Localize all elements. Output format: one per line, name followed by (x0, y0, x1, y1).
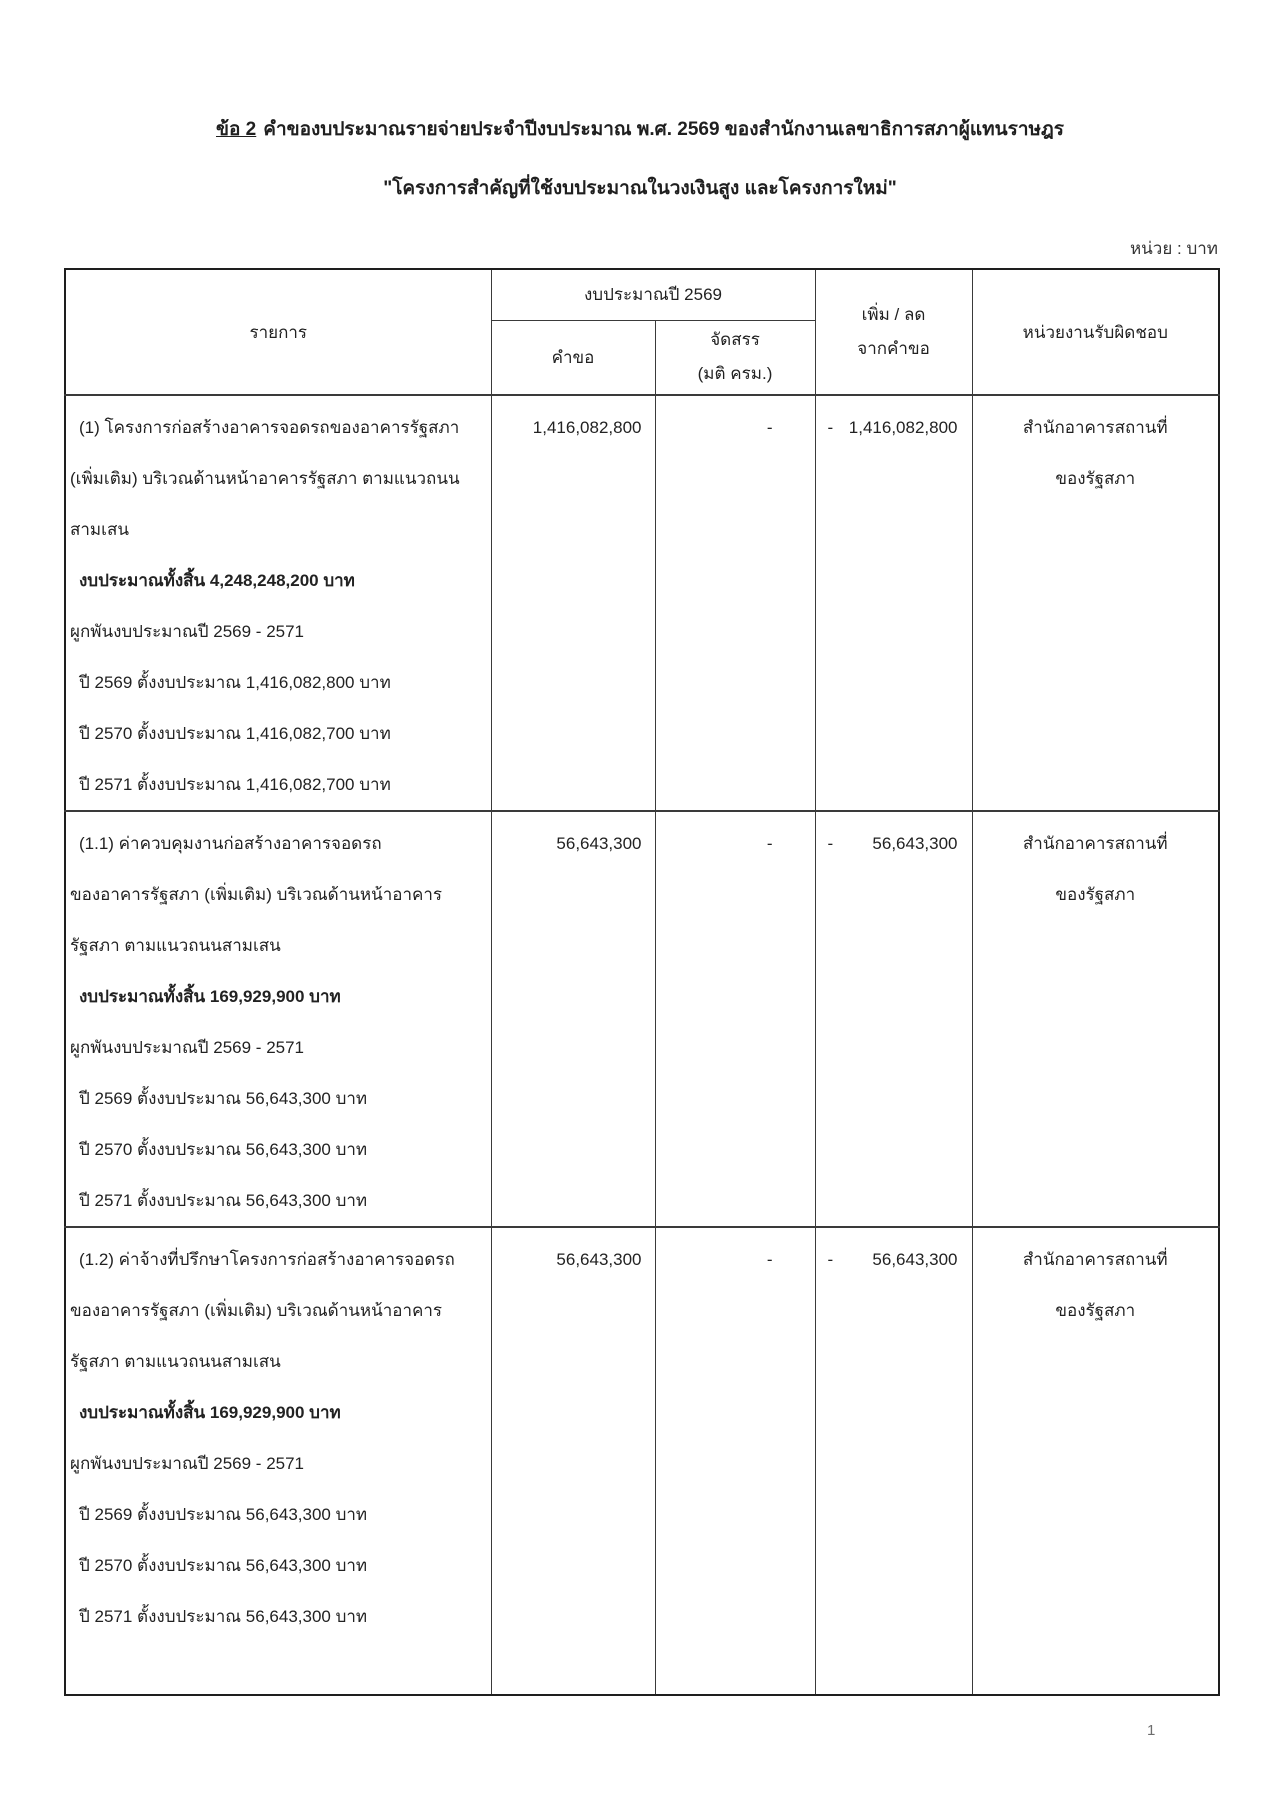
table-row-3 (65, 1227, 1219, 1695)
change-cell (815, 1227, 972, 1695)
agency-line2: ของรัฐสภา (1055, 469, 1136, 488)
item-cell (65, 1227, 491, 1695)
allocation-cell (655, 395, 815, 811)
header-budget-year-group: งบประมาณปี 2569 (491, 269, 815, 320)
request-value: 56,643,300 (556, 1250, 642, 1269)
change-sign: - (827, 834, 834, 853)
header-item: รายการ (65, 269, 491, 395)
allocation-value: - (766, 834, 773, 853)
request-value: 1,416,082,800 (532, 418, 642, 437)
item-cell (65, 811, 491, 1227)
allocation-value: - (766, 418, 773, 437)
change-cell (815, 811, 972, 1227)
request-cell (491, 811, 655, 1227)
header-allocation (655, 320, 815, 395)
agency-cell (972, 395, 1219, 811)
item-line: ปี 2570 ตั้งงบประมาณ 56,643,300 บาท (79, 1140, 368, 1159)
agency-line1: สำนักอาคารสถานที่ (1022, 1250, 1168, 1269)
agency-line1: สำนักอาคารสถานที่ (1022, 418, 1168, 437)
page-number: 1 (1147, 1722, 1156, 1739)
item-line: ผูกพันงบประมาณปี 2569 - 2571 (70, 1454, 305, 1473)
item-line-total-budget: งบประมาณทั้งสิ้น 169,929,900 บาท (79, 987, 341, 1006)
header-allocation-line2: (มติ ครม.) (697, 364, 773, 384)
request-cell (491, 1227, 655, 1695)
header-request: คำขอ (491, 320, 655, 395)
change-sign: - (827, 418, 834, 437)
header-change-line1: เพิ่ม / ลด (861, 305, 926, 324)
agency-line2: ของรัฐสภา (1055, 885, 1136, 904)
item-line: ผูกพันงบประมาณปี 2569 - 2571 (70, 622, 305, 641)
change-value: 56,643,300 (872, 1250, 958, 1269)
agency-line1: สำนักอาคารสถานที่ (1022, 834, 1168, 853)
item-line: ปี 2571 ตั้งงบประมาณ 1,416,082,700 บาท (79, 775, 391, 794)
header-change-line2: จากคำขอ (857, 339, 930, 358)
table-row-1 (65, 395, 1219, 811)
title-text: คำของบประมาณรายจ่ายประจำปีงบประมาณ พ.ศ. 2569 ของสำนักงานเลขาธิการสภาผู้แทนราษฎร (263, 119, 1064, 140)
change-cell (815, 395, 972, 811)
item-line: รัฐสภา ตามแนวถนนสามเสน (70, 936, 281, 955)
agency-cell (972, 811, 1219, 1227)
item-line: ผูกพันงบประมาณปี 2569 - 2571 (70, 1038, 305, 1057)
item-line: (1) โครงการก่อสร้างอาคารจอดรถของอาคารรัฐสภา (79, 418, 460, 437)
item-line: สามเสน (70, 520, 129, 539)
change-value: 56,643,300 (872, 834, 958, 853)
item-line: ของอาคารรัฐสภา (เพิ่มเติม) บริเวณด้านหน้าอาคาร (70, 1301, 443, 1320)
agency-cell (972, 1227, 1219, 1695)
item-line: รัฐสภา ตามแนวถนนสามเสน (70, 1352, 281, 1371)
item-cell (65, 395, 491, 811)
change-value: 1,416,082,800 (848, 418, 958, 437)
header-change (815, 269, 972, 395)
request-cell (491, 395, 655, 811)
item-line: (1.2) ค่าจ้างที่ปรึกษาโครงการก่อสร้างอาคารจอดรถ (79, 1250, 455, 1269)
allocation-cell (655, 811, 815, 1227)
item-line-total-budget: งบประมาณทั้งสิ้น 4,248,248,200 บาท (79, 571, 355, 590)
item-line: ปี 2571 ตั้งงบประมาณ 56,643,300 บาท (79, 1191, 368, 1210)
page-subtitle: "โครงการสำคัญที่ใช้งบประมาณในวงเงินสูง และโครงการใหม่" (383, 178, 897, 199)
allocation-value: - (766, 1250, 773, 1269)
item-line-total-budget: งบประมาณทั้งสิ้น 169,929,900 บาท (79, 1403, 341, 1422)
allocation-cell (655, 1227, 815, 1695)
header-allocation-line1: จัดสรร (710, 330, 760, 350)
title-clause-number: ข้อ 2 (216, 119, 257, 140)
item-line: (เพิ่มเติม) บริเวณด้านหน้าอาคารรัฐสภา ตามแนวถนน (70, 469, 460, 488)
item-line: ปี 2569 ตั้งงบประมาณ 1,416,082,800 บาท (79, 673, 391, 692)
unit-label: หน่วย : บาท (1129, 239, 1218, 258)
item-line: ปี 2569 ตั้งงบประมาณ 56,643,300 บาท (79, 1505, 368, 1524)
agency-line2: ของรัฐสภา (1055, 1301, 1136, 1320)
item-line: ปี 2570 ตั้งงบประมาณ 56,643,300 บาท (79, 1556, 368, 1575)
item-line: ปี 2570 ตั้งงบประมาณ 1,416,082,700 บาท (79, 724, 391, 743)
change-sign: - (827, 1250, 834, 1269)
item-line: (1.1) ค่าควบคุมงานก่อสร้างอาคารจอดรถ (79, 834, 382, 853)
table-row-2 (65, 811, 1219, 1227)
header-agency: หน่วยงานรับผิดชอบ (972, 269, 1219, 395)
item-line: ของอาคารรัฐสภา (เพิ่มเติม) บริเวณด้านหน้าอาคาร (70, 885, 443, 904)
item-line: ปี 2571 ตั้งงบประมาณ 56,643,300 บาท (79, 1607, 368, 1626)
budget-table (64, 268, 1220, 1696)
request-value: 56,643,300 (556, 834, 642, 853)
page-title (0, 0, 1280, 144)
item-line: ปี 2569 ตั้งงบประมาณ 56,643,300 บาท (79, 1089, 368, 1108)
